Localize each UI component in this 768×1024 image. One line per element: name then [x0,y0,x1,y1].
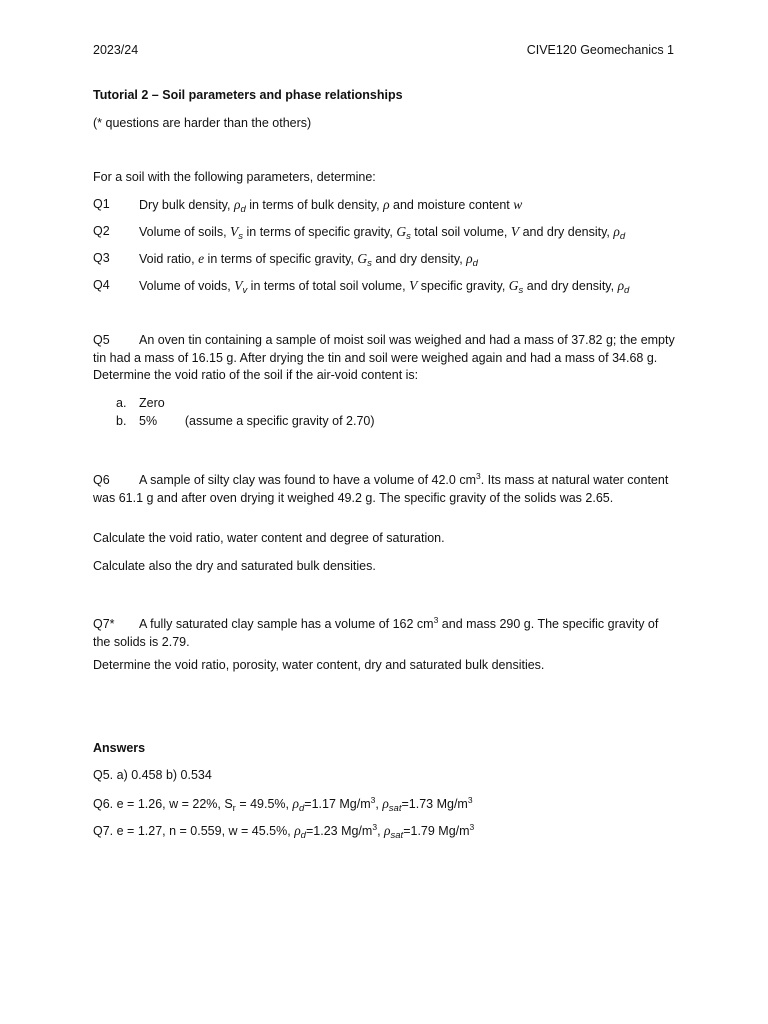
answer-q7-part: =1.79 Mg/m [403,824,470,838]
answer-q6-part: Q6. e = 1.26, w = 22%, S [93,797,233,811]
q7-text-part: A fully saturated clay sample has a volume of 162 cm [139,617,434,631]
q3-text-part: in terms of specific gravity, [204,252,358,266]
q5-item-text: 5% (assume a specific gravity of 2.70) [139,414,375,428]
q5-item-letter: b. [116,414,127,428]
page-title: Tutorial 2 – Soil parameters and phase relationships [93,88,403,102]
answer-q6 [93,795,473,814]
q1-text-part: in terms of bulk density, [245,198,384,212]
answer-q6-part: =1.17 Mg/m [304,797,371,811]
intro-text: For a soil with the following parameters, determine: [93,170,376,184]
subscript: d [472,258,478,269]
g-symbol: G [396,224,407,239]
rho-symbol: ρ [384,823,391,838]
q2-text-part: in terms of specific gravity, [243,225,397,239]
v-symbol: V [510,224,520,239]
answer-q7 [93,822,474,841]
q1-text [139,197,522,215]
superscript: 3 [469,822,475,832]
subscript: r [232,803,236,814]
q4-text-part: and dry density, [523,279,618,293]
subscript: d [619,231,626,242]
q7-paragraph [93,612,678,651]
q4-text-part: Volume of voids, [139,279,235,293]
answer-q7-part: =1.23 Mg/m [305,824,373,838]
q5-item-letter: a. [116,396,127,410]
rho-symbol: ρ [382,796,389,811]
q2-text [139,224,625,242]
rho-symbol: ρ [233,197,241,212]
q1-number: Q1 [93,197,110,211]
superscript: 3 [433,615,439,625]
q5-paragraph [93,332,678,385]
rho-symbol: ρ [617,278,625,293]
header-course: CIVE120 Geomechanics 1 [526,43,674,57]
q4-number: Q4 [93,278,110,292]
v-symbol: V [230,224,239,239]
e-symbol: e [198,251,205,266]
subscript: s [238,231,244,242]
subscript: d [298,803,305,814]
q6-instruction-2: Calculate also the dry and saturated bulk densities. [93,559,376,573]
q6-text-part: . Its mass at natural water content was 61.1 g and after oven drying it weighed 49.2 g. The specific gravity of the solids was 2.65. [93,473,669,505]
subscript: sat [388,803,402,814]
q3-number: Q3 [93,251,110,265]
header-year: 2023/24 [93,43,139,57]
rho-symbol: ρ [294,823,301,838]
answers-heading: Answers [93,741,146,755]
q6-instruction-1: Calculate the void ratio, water content and degree of saturation. [93,531,445,545]
q5-item-text: Zero [139,396,165,410]
q2-text-part: Volume of soils, [139,225,231,239]
g-symbol: G [508,278,519,293]
q3-text-part: and dry density, [371,252,467,266]
q5-text: An oven tin containing a sample of moist soil was weighed and had a mass of 37.82 g; the empty tin had a mass of 16.15 g. After drying the tin and soil were weighed again and had a mass of 34.68 g. Determine the void ratio of the soil if the air-void content is: [93,333,675,383]
answer-q7-part: , [377,824,385,838]
q3-text-part: Void ratio, [139,252,199,266]
q7-number: Q7* [93,617,115,631]
q4-text [139,278,629,296]
q6-text-part: A sample of silty clay was found to have a volume of 42.0 cm [139,473,476,487]
subscript: sat [390,830,404,841]
answer-q6-part: , [375,797,383,811]
rho-symbol: ρ [613,224,620,239]
q6-paragraph [93,468,678,507]
subscript: s [367,258,372,269]
rho-symbol: ρ [466,251,473,266]
q4-text-part: specific gravity, [417,279,509,293]
rho-symbol: ρ [292,796,299,811]
answer-q5: Q5. a) 0.458 b) 0.534 [93,768,212,782]
q2-number: Q2 [93,224,110,238]
v-symbol: V [409,278,418,293]
q2-text-part: total soil volume, [410,225,511,239]
subscript: d [240,204,246,215]
subscript: s [406,231,411,242]
subscript: d [624,285,630,296]
superscript: 3 [467,795,473,805]
w-symbol: w [513,197,523,212]
answer-q6-part: = 49.5%, [235,797,293,811]
answer-q7-part: Q7. e = 1.27, n = 0.559, w = 45.5%, [93,824,295,838]
q2-text-part: and dry density, [519,225,614,239]
q5-number: Q5 [93,333,110,347]
superscript: 3 [370,795,376,805]
superscript: 3 [372,822,378,832]
subscript: d [300,830,306,841]
q4-text-part: in terms of total soil volume, [247,279,410,293]
q1-text-part: and moisture content [389,198,514,212]
subscript: v [242,285,248,296]
v-symbol: V [234,278,243,293]
subscript: s [518,285,524,296]
answer-q6-part: =1.73 Mg/m [401,797,468,811]
q7-text-part: and mass 290 g. The specific gravity of the solids is 2.79. [93,617,659,649]
q6-number: Q6 [93,473,110,487]
q3-text [139,251,478,269]
rho-symbol: ρ [383,197,390,212]
difficulty-note: (* questions are harder than the others) [93,116,312,130]
q1-text-part: Dry bulk density, [139,198,234,212]
q7-instruction: Determine the void ratio, porosity, water content, dry and saturated bulk densities. [93,658,545,672]
superscript: 3 [475,471,481,481]
g-symbol: G [357,251,368,266]
